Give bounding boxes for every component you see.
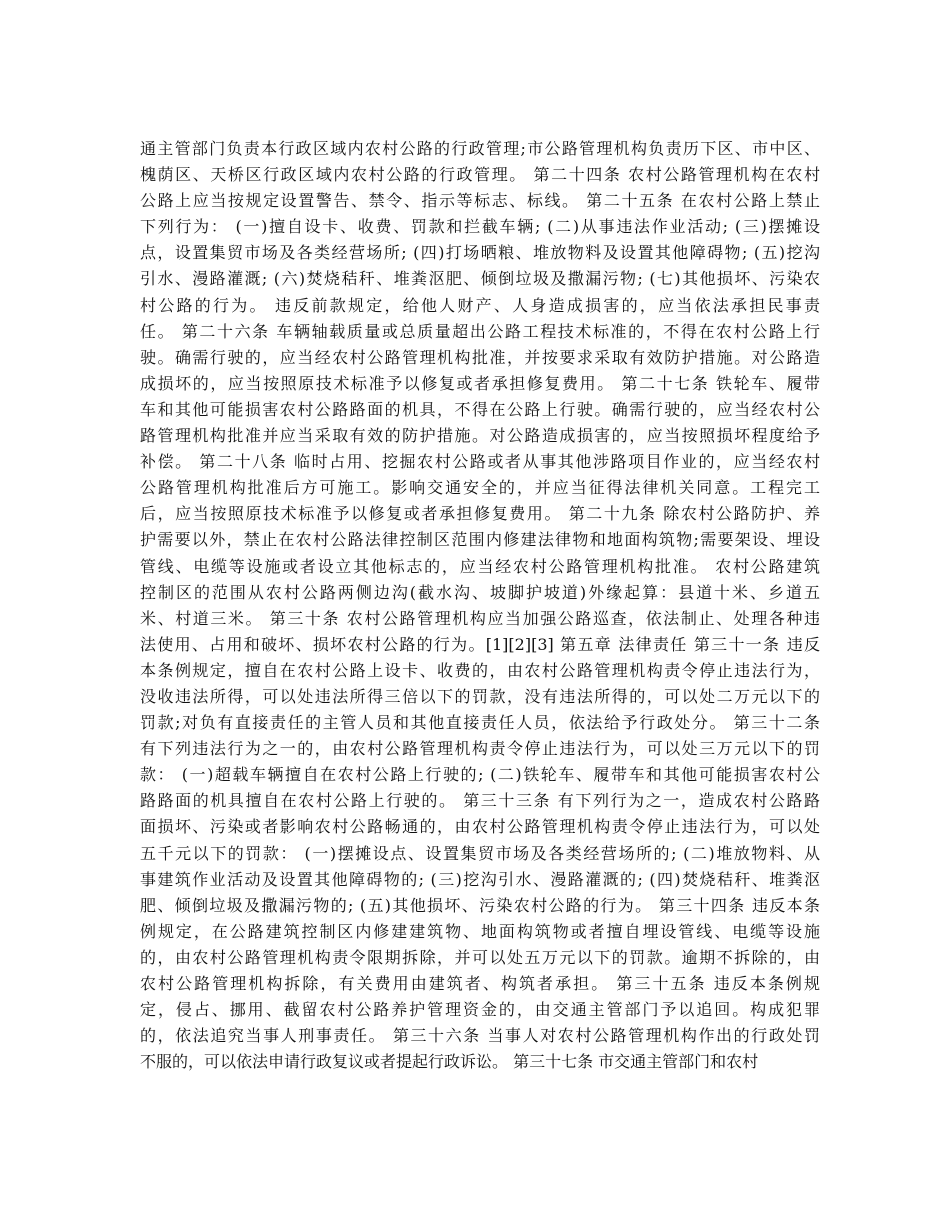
text-line: 公路管理机构批准后方可施工。影响交通安全的，并应当征得法律机关同意。工程完工 [140, 478, 820, 498]
text-line: 村公路的行为。 违反前款规定，给他人财产、人身造成损害的，应当依法承担民事责 [140, 295, 820, 315]
text-line: 面损坏、污染或者影响农村公路畅通的，由农村公路管理机构责令停止违法行为，可以处 [140, 817, 820, 837]
text-line: 米、村道三米。 第三十条 农村公路管理机构应当加强公路巡查，依法制止、处理各种违 [140, 608, 820, 628]
text-line: 定，侵占、挪用、截留农村公路养护管理资金的，由交通主管部门予以追回。构成犯罪 [140, 1000, 820, 1020]
text-line: 的，依法追究当事人刑事责任。 第三十六条 当事人对农村公路管理机构作出的行政处罚 [140, 1026, 820, 1046]
text-line: 点，设置集贸市场及各类经营场所; (四)打场晒粮、堆放物料及设置其他障碍物; (五)挖沟 [140, 243, 820, 263]
text-line: 管线、电缆等设施或者设立其他标志的，应当经农村公路管理机构批准。 农村公路建筑 [140, 556, 820, 576]
text-line: 五千元以下的罚款： (一)摆摊设点、设置集贸市场及各类经营场所的; (二)堆放物料、从 [140, 843, 820, 863]
text-line: 有下列违法行为之一的，由农村公路管理机构责令停止违法行为，可以处三万元以下的罚 [140, 739, 820, 759]
text-line: 后，应当按照原技术标准予以修复或者承担修复费用。 第二十九条 除农村公路防护、养 [140, 504, 820, 524]
text-line: 法使用、占用和破坏、损坏农村公路的行为。[1][2][3] 第五章 法律责任 第三十一条 违反 [140, 634, 820, 654]
text-line: 驶。确需行驶的，应当经农村公路管理机构批准，并按要求采取有效防护措施。对公路造 [140, 347, 820, 367]
text-line: 没收违法所得，可以处违法所得三倍以下的罚款，没有违法所得的，可以处二万元以下的 [140, 686, 820, 706]
text-line: 农村公路管理机构拆除，有关费用由建筑者、构筑者承担。 第三十五条 违反本条例规 [140, 974, 820, 993]
text-line: 任。 第二十六条 车辆轴载质量或总质量超出公路工程技术标准的，不得在农村公路上行 [140, 321, 820, 341]
text-line: 成损坏的，应当按照原技术标准予以修复或者承担修复费用。 第二十七条 铁轮车、履带 [140, 373, 820, 393]
text-line: 肥、倾倒垃圾及撒漏污物的; (五)其他损坏、污染农村公路的行为。 第三十四条 违反本条 [140, 895, 820, 915]
text-line: 路路面的机具擅自在农村公路上行驶的。 第三十三条 有下列行为之一，造成农村公路路 [140, 791, 820, 811]
text-line: 路管理机构批准并应当采取有效的防护措施。对公路造成损害的，应当按照损坏程度给予 [140, 426, 820, 446]
body-text [140, 136, 820, 1075]
text-line: 例规定，在公路建筑控制区内修建建筑物、地面构筑物或者擅自埋设管线、电缆等设施 [140, 921, 820, 941]
text-line: 本条例规定，擅自在农村公路上设卡、收费的，由农村公路管理机构责令停止违法行为， [140, 660, 820, 680]
text-line: 通主管部门负责本行政区域内农村公路的行政管理;市公路管理机构负责历下区、市中区、 [140, 139, 820, 158]
text-line: 槐荫区、天桥区行政区域内农村公路的行政管理。 第二十四条 农村公路管理机构在农村 [140, 165, 820, 185]
text-line: 引水、漫路灌溉; (六)焚烧秸秆、堆粪沤肥、倾倒垃圾及撒漏污物; (七)其他损坏、污染农 [140, 269, 820, 289]
text-line: 公路上应当按规定设置警告、禁令、指示等标志、标线。 第二十五条 在农村公路上禁止 [140, 191, 820, 211]
text-line: 补偿。 第二十八条 临时占用、挖掘农村公路或者从事其他涉路项目作业的，应当经农村 [140, 452, 820, 472]
text-line: 护需要以外，禁止在农村公路法律控制区范围内修建法律物和地面构筑物;需要架设、埋设 [140, 530, 820, 550]
text-line: 不服的，可以依法申请行政复议或者提起行政诉讼。 第三十七条 市交通主管部门和农村 [140, 1052, 759, 1072]
text-line: 车和其他可能损害农村公路路面的机具，不得在公路上行驶。确需行驶的，应当经农村公 [140, 399, 820, 419]
text-line: 款： (一)超载车辆擅自在农村公路上行驶的; (二)铁轮车、履带车和其他可能损害农村公 [140, 765, 820, 785]
text-line: 的，由农村公路管理机构责令限期拆除，并可以处五万元以下的罚款。逾期不拆除的，由 [140, 947, 820, 967]
text-line: 罚款;对负有直接责任的主管人员和其他直接责任人员，依法给予行政处分。 第三十二条 [140, 713, 820, 733]
text-line: 控制区的范围从农村公路两侧边沟(截水沟、坡脚护坡道)外缘起算：县道十米、乡道五 [140, 582, 820, 602]
text-line: 下列行为： (一)擅自设卡、收费、罚款和拦截车辆; (二)从事违法作业活动; (三)摆摊设 [140, 217, 820, 237]
text-line: 事建筑作业活动及设置其他障碍物的; (三)挖沟引水、漫路灌溉的; (四)焚烧秸秆、堆粪沤 [140, 869, 820, 889]
